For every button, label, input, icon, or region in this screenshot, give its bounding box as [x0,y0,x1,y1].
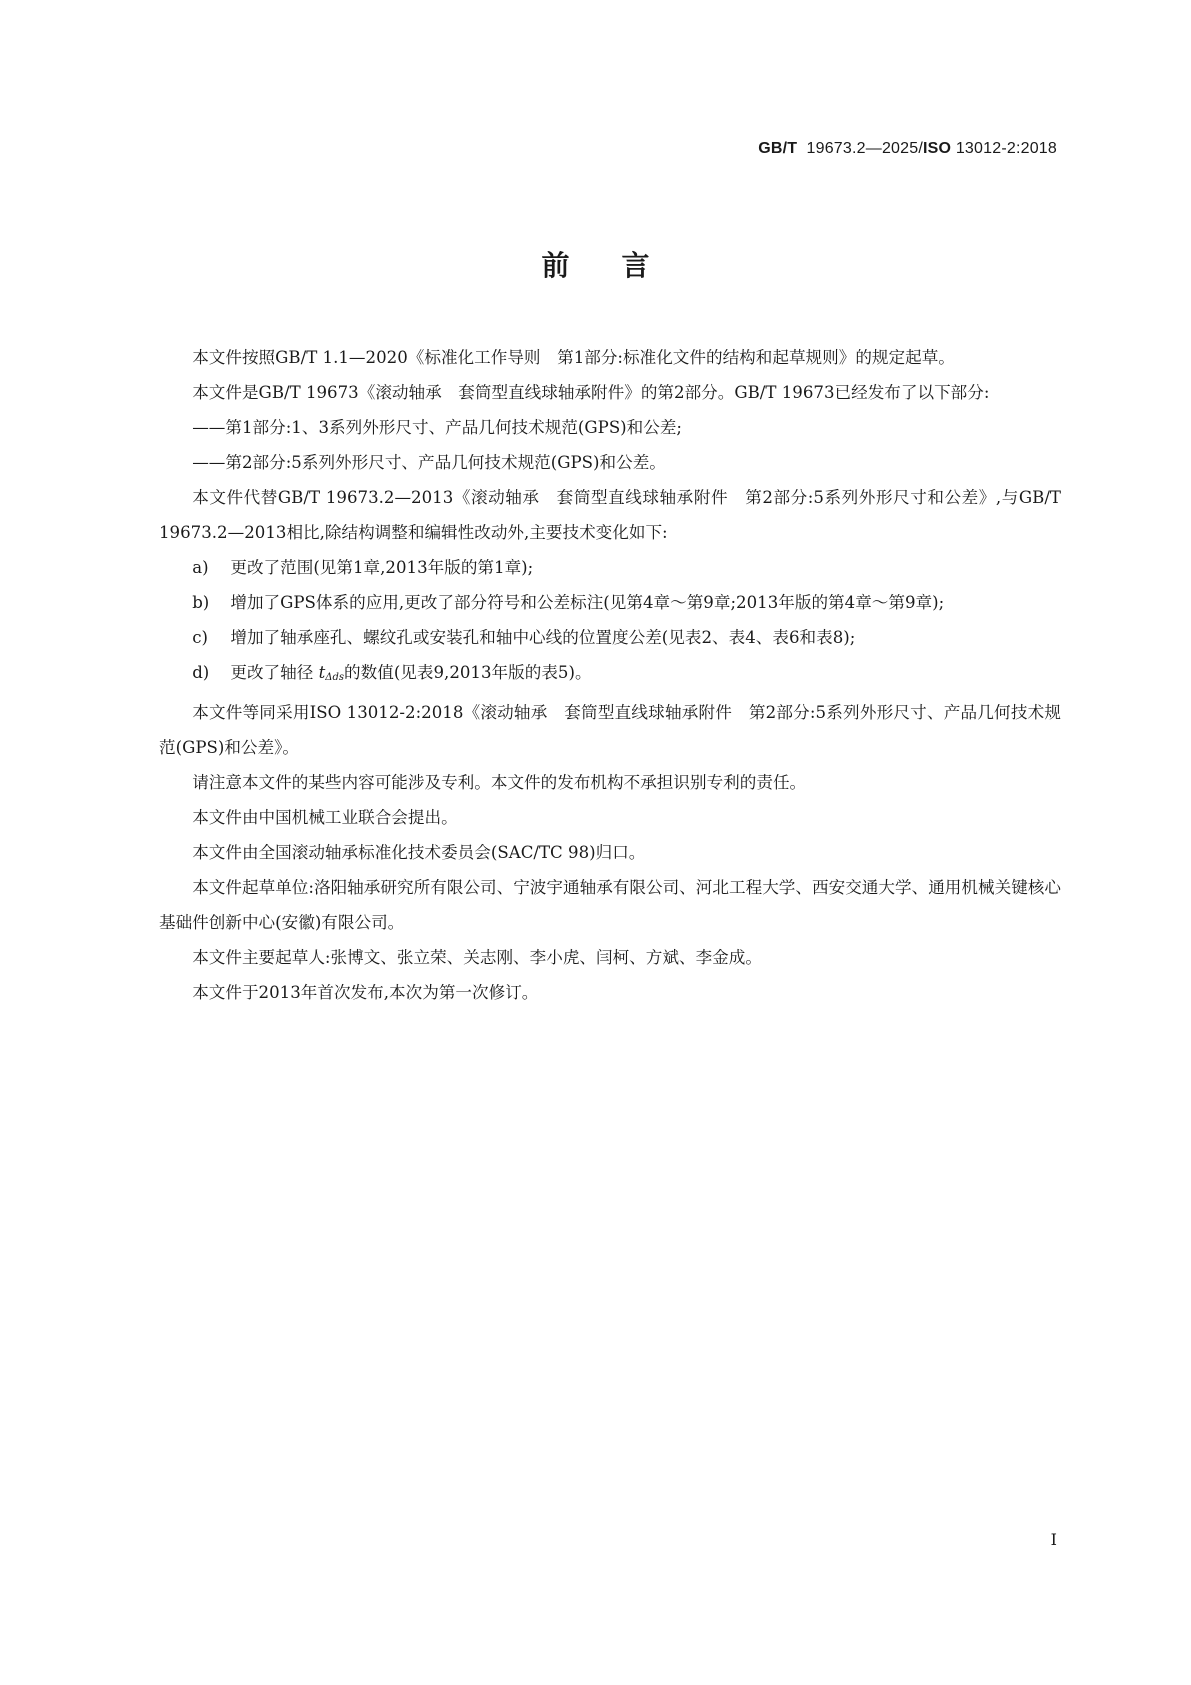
change-mark: a) [192,558,209,577]
tolerance-symbol: t [318,663,326,682]
paragraph-proposer: 本文件由中国机械工业联合会提出。 [192,808,458,827]
tolerance-subscript: Δds [325,672,345,683]
paragraph-replaces: 本文件代替GB/T 19673.2—2013《滚动轴承 套筒型直线球轴承附件 第2部分:5系列外形尺寸和公差》,与GB/T 19673.2—2013相比,除结构调整和编辑性改动外,主要技术变化如下: [159,488,1061,542]
change-mark: b) [192,593,210,612]
change-text: 增加了GPS体系的应用,更改了部分符号和公差标注(见第4章～第9章;2013年版的第4章～第9章); [230,593,945,612]
change-text-after: 的数值(见表9,2013年版的表5)。 [344,663,592,682]
change-text-before: 更改了轴径 [230,663,314,682]
paragraph-history: 本文件于2013年首次发布,本次为第一次修订。 [192,983,539,1002]
change-mark: c) [192,628,208,647]
paragraph-committee: 本文件由全国滚动轴承标准化技术委员会(SAC/TC 98)归口。 [192,843,646,862]
paragraph-drafters: 本文件主要起草人:张博文、张立荣、关志刚、李小虎、闫柯、方斌、李金成。 [192,948,762,967]
change-text [230,655,1061,695]
paragraph-patent-notice: 请注意本文件的某些内容可能涉及专利。本文件的发布机构不承担识别专利的责任。 [192,773,807,792]
page-title: 前言 [541,249,702,282]
page-number: I [1050,1530,1057,1549]
paragraph-drafting-units: 本文件起草单位:洛阳轴承研究所有限公司、宁波宇通轴承有限公司、河北工程大学、西安交通大学、通用机械关键核心基础件创新中心(安徽)有限公司。 [159,878,1061,932]
change-item-d [192,655,1061,695]
foreword-body [159,340,1061,1010]
change-text: 增加了轴承座孔、螺纹孔或安装孔和轴中心线的位置度公差(见表2、表4、表6和表8); [230,628,856,647]
std-number: 19673.2—2025/ [806,140,923,157]
change-item-c [192,620,1061,655]
list-item-part-2: ——第2部分:5系列外形尺寸、产品几何技术规范(GPS)和公差。 [192,453,666,472]
list-item-part-1: ——第1部分:1、3系列外形尺寸、产品几何技术规范(GPS)和公差; [192,418,683,437]
paragraph-drafting-rules: 本文件按照GB/T 1.1—2020《标准化工作导则 第1部分:标准化文件的结构和起草规则》的规定起草。 [192,348,955,367]
document-code [758,140,1057,158]
change-item-a [192,550,1061,585]
iso-prefix: ISO [923,140,952,157]
iso-number: 13012-2:2018 [955,140,1057,157]
paragraph-iso-adoption: 本文件等同采用ISO 13012-2:2018《滚动轴承 套筒型直线球轴承附件 第2部分:5系列外形尺寸、产品几何技术规范(GPS)和公差》。 [159,703,1061,757]
paragraph-series-parts: 本文件是GB/T 19673《滚动轴承 套筒型直线球轴承附件》的第2部分。GB/T 19673已经发布了以下部分: [192,383,990,402]
change-mark: d) [192,663,210,682]
change-text: 更改了范围(见第1章,2013年版的第1章); [230,558,534,577]
change-item-b [192,585,1061,620]
std-prefix: GB/T [758,140,798,157]
